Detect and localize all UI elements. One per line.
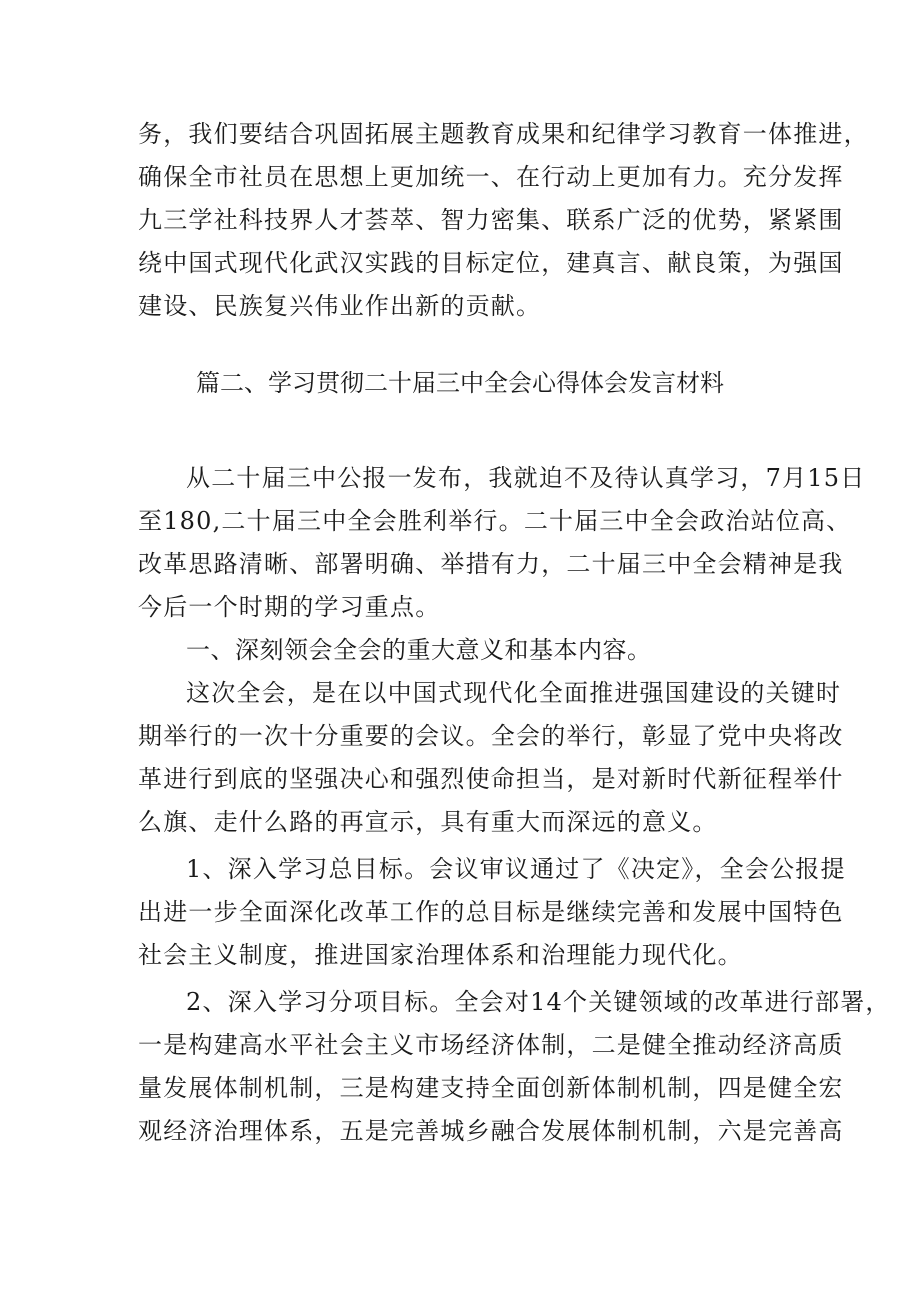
text-line: 期举行的一次十分重要的会议。全会的举行，彰显了党中央将改 xyxy=(138,722,844,750)
text-line: 出进一步全面深化改革工作的总目标是继续完善和发展中国特色 xyxy=(138,898,844,926)
text-line: 2、深入学习分项目标。全会对14个关键领域的改革进行部署， xyxy=(186,988,891,1016)
text-line: 这次全会，是在以中国式现代化全面推进强国建设的关键时 xyxy=(186,679,842,707)
text-line: 九三学社科技界人才荟萃、智力密集、联系广泛的优势，紧紧围 xyxy=(138,206,844,234)
text-line: 至180,二十届三中全会胜利举行。二十届三中全会政治站位高、 xyxy=(138,507,852,535)
text-line: 确保全市社员在思想上更加统一、在行动上更加有力。充分发挥 xyxy=(138,163,844,191)
text-line: 从二十届三中公报一发布，我就迫不及待认真学习，7月15日 xyxy=(186,464,866,492)
text-line: 今后一个时期的学习重点。 xyxy=(138,593,441,621)
text-line: 务，我们要结合巩固拓展主题教育成果和纪律学习教育一体推进， xyxy=(138,120,869,148)
text-line: 革进行到底的坚强决心和强烈使命担当，是对新时代新征程举什 xyxy=(138,765,844,793)
text-line: 社会主义制度，推进国家治理体系和治理能力现代化。 xyxy=(138,941,743,969)
text-line: 一是构建高水平社会主义市场经济体制，二是健全推动经济高质 xyxy=(138,1031,844,1059)
text-line: 绕中国式现代化武汉实践的目标定位，建真言、献良策，为强国 xyxy=(138,249,844,277)
text-line: 量发展体制机制，三是构建支持全面创新体制机制，四是健全宏 xyxy=(138,1074,844,1102)
text-line: 改革思路清晰、部署明确、举措有力，二十届三中全会精神是我 xyxy=(138,550,844,578)
subheading: 一、深刻领会全会的重大意义和基本内容。 xyxy=(186,636,652,664)
text-line: 建设、民族复兴伟业作出新的贡献。 xyxy=(138,292,542,320)
text-line: 1、深入学习总目标。会议审议通过了《决定》，全会公报提 xyxy=(186,855,846,883)
text-line: 观经济治理体系，五是完善城乡融合发展体制机制，六是完善高 xyxy=(138,1117,844,1145)
section-title: 篇二、学习贯彻二十届三中全会心得体会发言材料 xyxy=(196,369,724,397)
text-line: 么旗、走什么路的再宣示，具有重大而深远的意义。 xyxy=(138,808,718,836)
